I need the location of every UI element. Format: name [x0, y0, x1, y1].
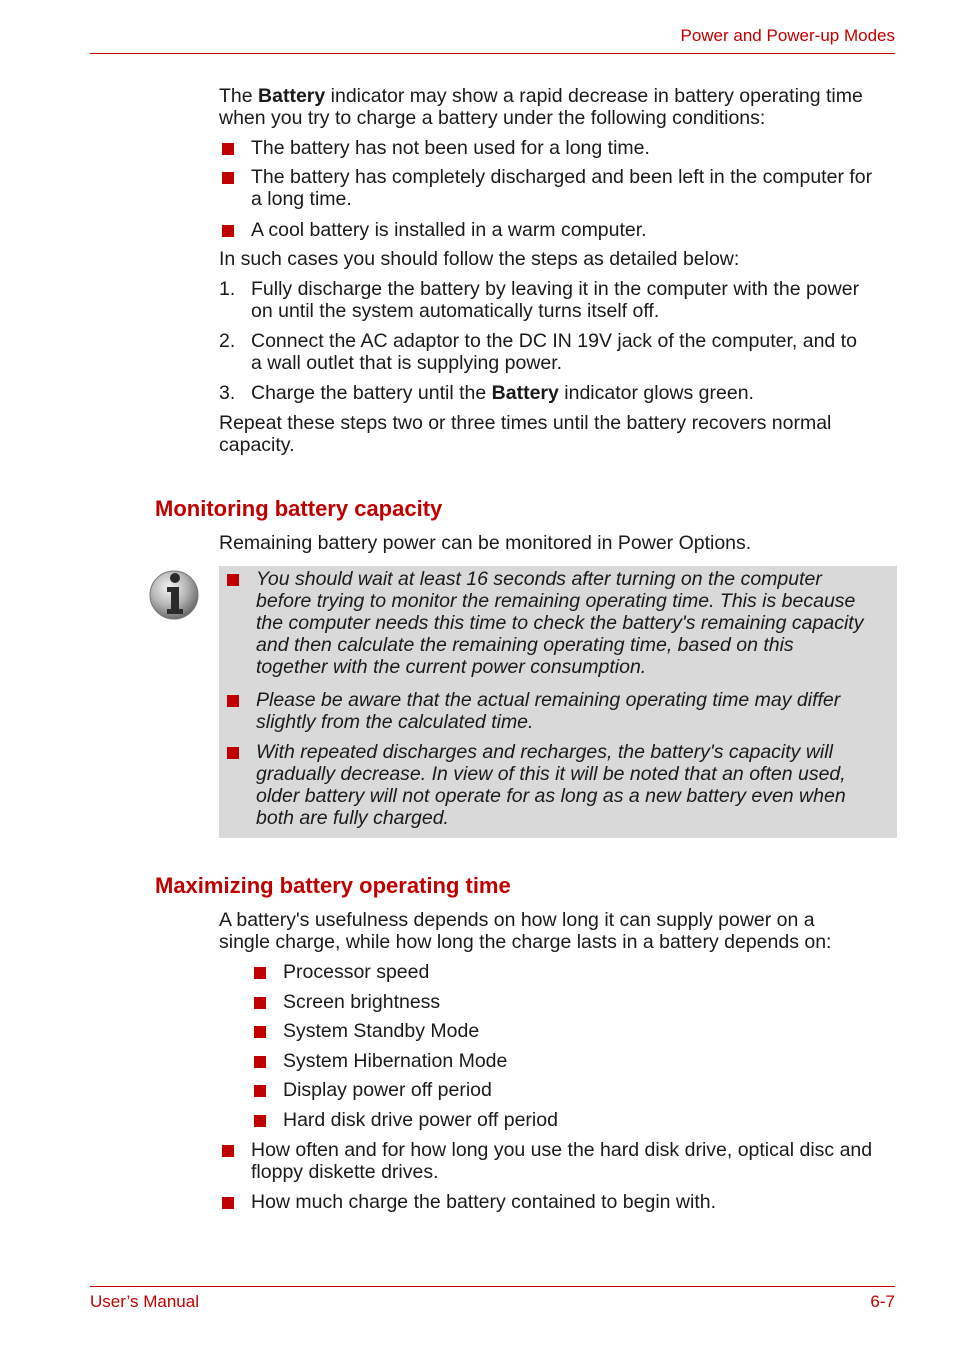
section1-body: Remaining battery power can be monitored in Power Options. [219, 532, 752, 554]
step-number: 3. [219, 382, 236, 404]
square-bullet-icon [254, 997, 266, 1009]
sub-list-item-text: Display power off period [283, 1079, 492, 1101]
section-heading-monitoring: Monitoring battery capacity [155, 496, 443, 521]
list-item-text: How much charge the battery contained to begin with. [251, 1191, 717, 1213]
square-bullet-icon [222, 225, 234, 237]
square-bullet-icon [222, 172, 234, 184]
intro-paragraph [219, 85, 899, 129]
sub-list-item-text: Processor speed [283, 961, 430, 983]
section-heading-maximizing: Maximizing battery operating time [155, 873, 511, 898]
sub-list-item-text: Screen brightness [283, 991, 441, 1013]
intro-bold-term: Battery [258, 85, 326, 107]
square-bullet-icon [222, 143, 234, 155]
intro-text: when you try to charge a battery under the following conditions: [219, 107, 766, 129]
list-item-text: The battery has not been used for a long time. [251, 137, 650, 159]
square-bullet-icon [254, 1115, 266, 1127]
square-bullet-icon [227, 574, 239, 586]
square-bullet-icon [222, 1145, 234, 1157]
repeat-paragraph: Repeat these steps two or three times until the battery recovers normal capacity. [219, 412, 832, 456]
sub-list-item-text: System Standby Mode [283, 1020, 480, 1042]
square-bullet-icon [254, 1026, 266, 1038]
page-footer [90, 1286, 895, 1316]
info-icon [148, 567, 200, 621]
intro-text: indicator may show a rapid decrease in battery operating time [325, 85, 863, 107]
steps-intro: In such cases you should follow the steps as detailed below: [219, 248, 740, 270]
note-text: You should wait at least 16 seconds after turning on the computer before trying to monitor the remaining operating time. This is because the computer needs this time to check the battery's remaining capacity and then calculate the remaining operating time, based on this together with the current power consumption. [256, 568, 864, 678]
step-number: 2. [219, 330, 236, 352]
step-text: Fully discharge the battery by leaving it in the computer with the power on until the system automatically turns itself off. [251, 278, 860, 322]
square-bullet-icon [227, 695, 239, 707]
step-text: Connect the AC adaptor to the DC IN 19V jack of the computer, and to a wall outlet that is supplying power. [251, 330, 857, 374]
square-bullet-icon [254, 1056, 266, 1068]
square-bullet-icon [254, 1085, 266, 1097]
page-header [90, 0, 895, 54]
sub-list-item-text: Hard disk drive power off period [283, 1109, 558, 1131]
square-bullet-icon [222, 1197, 234, 1209]
running-header-title: Power and Power-up Modes [680, 26, 895, 45]
step-text: Charge the battery until the Battery indicator glows green. [251, 382, 754, 404]
square-bullet-icon [254, 967, 266, 979]
note-text: Please be aware that the actual remaining operating time may differ slightly from the calculated time. [256, 689, 841, 733]
note-box [219, 566, 897, 838]
list-item-text: The battery has completely discharged and been left in the computer for a long time. [251, 166, 873, 210]
list-item-text: How often and for how long you use the hard disk drive, optical disc and floppy diskette drives. [251, 1139, 873, 1183]
sub-list-item-text: System Hibernation Mode [283, 1050, 508, 1072]
section2-body: A battery's usefulness depends on how long it can supply power on a single charge, while how long the charge lasts in a battery depends on: [219, 909, 832, 953]
square-bullet-icon [227, 747, 239, 759]
list-item-text: A cool battery is installed in a warm computer. [251, 219, 647, 241]
note-text: With repeated discharges and recharges, the battery's capacity will gradually decrease. In view of this it will be noted that an often used, older battery will not operate for as long as a new battery even when both are fully charged. [256, 741, 846, 829]
step-number: 1. [219, 278, 236, 300]
page-number: 6-7 [870, 1292, 895, 1311]
intro-text: The [219, 85, 259, 107]
manual-title: User’s Manual [90, 1292, 199, 1311]
